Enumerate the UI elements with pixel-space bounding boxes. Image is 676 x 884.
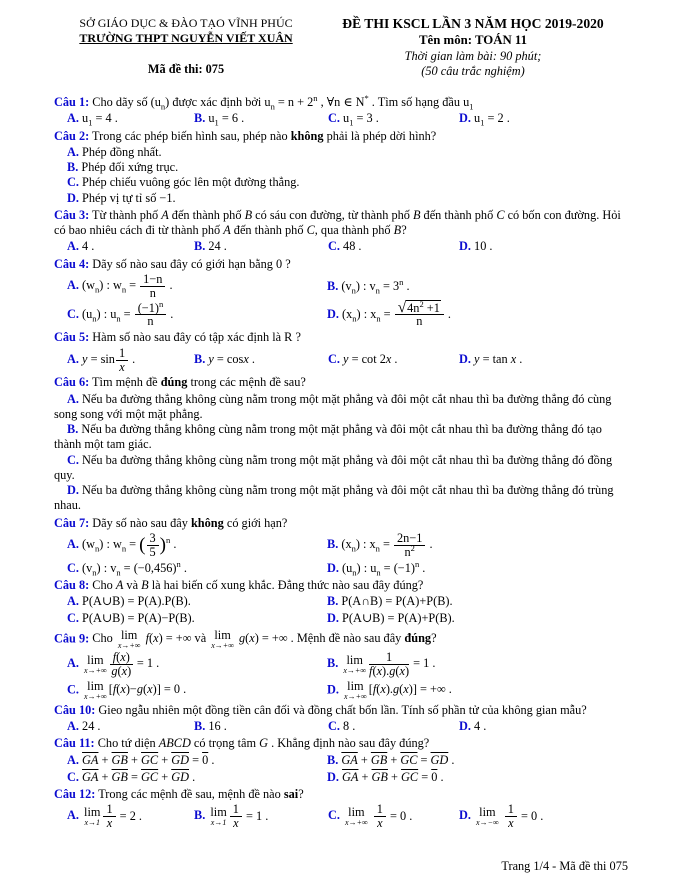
option-letter: C. — [67, 560, 79, 575]
options — [54, 347, 628, 374]
exam-code: Mã đề thi: 075 — [147, 61, 225, 76]
question-body: Từ thành phố A đến thành phố B có sáu con đường, từ thành phố B đến thành phố C có bốn con đường. Hỏi có bao nhiêu cách đi từ thành phố A đến thành phố C, qua thành phố B? — [54, 207, 621, 238]
option-letter: D. — [327, 611, 339, 626]
option-letter: D. — [327, 769, 339, 784]
exam-subject: Tên môn: TOÁN 11 — [419, 32, 527, 47]
question-label: Câu 4: — [54, 256, 90, 271]
question-text — [54, 787, 628, 802]
option-letter: A. — [67, 719, 79, 734]
option-b — [327, 594, 628, 609]
question-7 — [54, 516, 628, 576]
option-a — [67, 803, 194, 830]
question-body: Cho tứ diện ABCD có trọng tâm G . Khẳng định nào sau đây đúng? — [97, 736, 430, 751]
option-letter: B. — [327, 752, 339, 767]
option-text: 8 . — [343, 719, 356, 734]
option-text: $(x_n)$ : $x_n$ = $\frac{2n-1}{n^2}$ . — [341, 530, 433, 559]
question-label: Câu 12: — [54, 787, 96, 802]
question-body: Cho dãy số $(u_n)$ được xác định bởi $u_n = n + 2^n$ , ∀n ∈ N* . Tìm số hạng đầu $u_1$ — [92, 93, 474, 112]
option-a — [67, 347, 194, 374]
option-c — [328, 239, 459, 254]
option-letter: D. — [459, 111, 471, 126]
option-a — [67, 651, 327, 678]
option-text: 4 . — [474, 719, 487, 734]
option-letter: A. — [67, 752, 79, 767]
question-label: Câu 2: — [54, 128, 90, 143]
option-text: 48 . — [343, 239, 362, 254]
question-body: Dãy số nào sau đây không có giới hạn? — [92, 515, 288, 530]
options — [54, 753, 628, 785]
option-letter: C. — [328, 111, 340, 126]
question-6 — [54, 375, 628, 513]
question-text — [54, 375, 628, 390]
option-text: Nếu ba đường thẳng không cùng nằm trong một mặt phẳng và đôi một cắt nhau thì ba đường thẳng đó trùng nhau. — [54, 483, 614, 513]
question-label: Câu 11: — [54, 736, 95, 751]
option-text: lim x→−∞ $\frac{1}{x}$ = 0 . — [476, 802, 544, 831]
option-text: lim x→+∞ [f(x)−g(x)] = 0 . — [84, 678, 187, 701]
option-letter: C. — [328, 239, 340, 254]
option-b — [54, 160, 628, 175]
question-body: Trong các mệnh đề sau, mệnh đề nào sai? — [98, 787, 304, 802]
question-label: Câu 6: — [54, 375, 90, 390]
option-a — [54, 392, 628, 422]
option-c — [328, 719, 459, 734]
option-letter: A. — [67, 144, 79, 159]
option-text: lim x→+∞ [f(x).g(x)] = +∞ . — [344, 678, 452, 701]
option-d — [54, 191, 628, 206]
question-text — [54, 578, 628, 593]
option-letter: D. — [327, 560, 339, 575]
option-letter: A. — [67, 391, 79, 406]
option-text: lim x→+∞ $\frac{1}{f(x).g(x)}$ = 1 . — [343, 649, 436, 678]
question-5 — [54, 330, 628, 373]
option-text: lim x→1 $\frac{1}{x}$ = 2 . — [84, 802, 142, 831]
school-name: TRƯỜNG THPT NGUYỄN VIẾT XUÂN — [79, 30, 293, 45]
option-letter: B. — [327, 656, 339, 671]
option-letter: C. — [67, 306, 79, 321]
option-text: $(w_n)$ : $w_n$ = $\frac{1-n}{n}$ . — [82, 271, 173, 300]
question-body: Hàm số nào sau đây có tập xác định là R ? — [92, 330, 301, 345]
option-letter: A. — [67, 656, 79, 671]
option-text: $(x_n)$ : $x_n$ = $\frac{√4n^2 +1}{n}$ . — [342, 298, 452, 329]
option-letter: B. — [67, 160, 79, 175]
option-a — [67, 532, 327, 559]
option-b — [327, 753, 628, 768]
option-text: $\overline{GA} + \overline{GB} + \overline{GC} + \overline{GD} = 0$ . — [82, 752, 215, 767]
option-c — [67, 298, 327, 329]
question-label: Câu 5: — [54, 330, 90, 345]
option-text: Nếu ba đường thẳng không cùng nằm trong một mặt phẳng và đôi một cắt nhau thì ba đường thẳng đó đồng quy. — [54, 452, 613, 482]
option-a — [54, 145, 628, 160]
option-d — [459, 719, 628, 734]
option-text: $(w_n)$ : $w_n$ = ( $\frac{3}{5}$ )$^n$ . — [82, 530, 177, 559]
option-letter: B. — [67, 422, 79, 437]
option-text: y = sin $\frac{1}{x}$ . — [82, 345, 136, 374]
question-8 — [54, 578, 628, 627]
option-d — [54, 483, 628, 513]
option-letter: B. — [194, 352, 206, 367]
option-letter: B. — [194, 111, 206, 126]
exam-note: (50 câu trắc nghiệm) — [421, 63, 525, 78]
option-text: 16 . — [208, 719, 227, 734]
option-letter: A. — [67, 594, 79, 609]
options — [54, 532, 628, 576]
question-text — [54, 703, 628, 718]
option-c — [54, 175, 628, 190]
option-a — [67, 273, 327, 300]
question-text — [54, 330, 628, 345]
option-text: 24 . — [208, 239, 227, 254]
option-letter: A. — [67, 239, 79, 254]
option-d — [327, 611, 628, 626]
option-letter: D. — [327, 682, 339, 697]
question-text — [54, 95, 628, 110]
option-letter: D. — [459, 352, 471, 367]
option-text: 24 . — [82, 719, 101, 734]
options — [54, 719, 628, 734]
option-b — [327, 532, 628, 559]
exam-title: ĐỀ THI KSCL LẦN 3 NĂM HỌC 2019-2020 — [342, 16, 604, 31]
option-text: Phép chiếu vuông góc lên một đường thẳng. — [82, 175, 300, 190]
option-text: P(A∪B) = P(A)−P(B). — [82, 611, 195, 626]
option-letter: C. — [67, 611, 79, 626]
question-9 — [54, 629, 628, 701]
options — [54, 594, 628, 626]
option-text: $\overline{GA} + \overline{GB} + \overline{GC} = 0$ . — [342, 769, 444, 784]
option-letter: B. — [194, 808, 206, 823]
option-b — [194, 111, 328, 126]
question-body: Tìm mệnh đề đúng trong các mệnh đề sau? — [92, 375, 306, 390]
question-body: Dãy số nào sau đây có giới hạn bằng 0 ? — [92, 256, 291, 271]
options — [54, 651, 628, 701]
option-text: y = cot 2x . — [343, 352, 398, 367]
option-b — [194, 719, 328, 734]
option-text: Phép vị tự tỉ số −1. — [82, 190, 176, 205]
option-letter: D. — [67, 190, 79, 205]
option-text: $\overline{GA} + \overline{GB} = \overline{GC} + \overline{GD}$ . — [82, 769, 196, 784]
option-text: Phép đối xứng trục. — [81, 160, 179, 175]
question-text — [54, 516, 628, 531]
option-letter: D. — [459, 719, 471, 734]
question-body: Trong các phép biến hình sau, phép nào không phải là phép dời hình? — [92, 128, 437, 143]
question-body: Cho A và B là hai biến cố xung khắc. Đẳng thức nào sau đây đúng? — [92, 577, 424, 592]
option-letter: C. — [67, 769, 79, 784]
option-a — [67, 753, 327, 768]
option-d — [327, 558, 628, 578]
header-left — [54, 16, 318, 77]
option-c — [328, 803, 459, 830]
question-text — [54, 257, 628, 272]
options — [54, 392, 628, 514]
option-b — [327, 651, 628, 678]
option-text: lim x→+∞ $\frac{1}{x}$ = 0 . — [345, 802, 413, 831]
option-text: P(A∩B) = P(A)+P(B). — [341, 594, 453, 609]
option-d — [327, 298, 628, 329]
option-text: y = tan x . — [474, 352, 523, 367]
option-letter: C. — [328, 719, 340, 734]
options — [54, 273, 628, 329]
option-text: P(A∪B) = P(A).P(B). — [82, 594, 191, 609]
question-1 — [54, 95, 628, 126]
option-c — [67, 558, 327, 578]
page-footer: Trang 1/4 - Mã đề thi 075 — [501, 858, 628, 873]
option-text: $(v_n)$ : $v_n = (-0,456)^n$ . — [82, 558, 187, 578]
option-letter: D. — [327, 306, 339, 321]
option-letter: D. — [459, 239, 471, 254]
option-letter: C. — [328, 808, 340, 823]
department-name: SỞ GIÁO DỤC & ĐÀO TẠO VĨNH PHÚC — [79, 16, 293, 30]
options — [54, 239, 628, 254]
question-label: Câu 9: — [54, 630, 90, 645]
option-c — [67, 680, 327, 701]
option-text: $(v_n)$ : $v_n = 3^n$ . — [341, 276, 410, 295]
option-b — [194, 239, 328, 254]
option-letter: A. — [67, 111, 79, 126]
option-d — [327, 680, 628, 701]
question-2 — [54, 129, 628, 206]
option-b — [327, 276, 628, 295]
option-d — [459, 803, 628, 830]
option-text: Phép đồng nhất. — [82, 144, 162, 159]
option-a — [67, 239, 194, 254]
option-b — [54, 422, 628, 452]
question-3 — [54, 208, 628, 255]
question-label: Câu 7: — [54, 515, 90, 530]
option-letter: D. — [459, 808, 471, 823]
option-c — [54, 453, 628, 483]
header-right — [318, 16, 628, 79]
question-body: Cho lim x→+∞ f(x) = +∞ và lim x→+∞ g(x) = +∞ . Mệnh đề nào sau đây đúng? — [92, 627, 437, 650]
option-text: lim x→+∞ $\frac{f(x)}{g(x)}$ = 1 . — [84, 649, 160, 678]
option-letter: C. — [67, 682, 79, 697]
question-text — [54, 629, 628, 650]
option-c — [67, 770, 327, 785]
option-letter: A. — [67, 277, 79, 292]
option-text: 10 . — [474, 239, 493, 254]
option-text: y = cosx . — [208, 352, 255, 367]
option-b — [194, 803, 328, 830]
option-d — [459, 352, 628, 367]
question-4 — [54, 257, 628, 329]
option-letter: A. — [67, 808, 79, 823]
option-text: Nếu ba đường thẳng không cùng nằm trong một mặt phẳng và đôi một cắt nhau thì ba đường thẳng đó cùng song song với một mặt phẳng. — [54, 391, 612, 421]
option-letter: C. — [67, 175, 79, 190]
question-label: Câu 8: — [54, 577, 90, 592]
question-10 — [54, 703, 628, 734]
question-12 — [54, 787, 628, 830]
option-text: lim x→1 $\frac{1}{x}$ = 1 . — [210, 802, 269, 831]
option-d — [459, 239, 628, 254]
option-a — [67, 594, 327, 609]
option-c — [328, 111, 459, 126]
option-letter: B. — [327, 594, 339, 609]
question-11 — [54, 736, 628, 785]
option-letter: B. — [194, 239, 206, 254]
question-label: Câu 3: — [54, 207, 90, 222]
option-text: $u_1 = 2$ . — [474, 111, 510, 128]
option-letter: C. — [67, 452, 79, 467]
option-text: $u_1 = 4$ . — [82, 111, 118, 128]
option-c — [328, 352, 459, 367]
question-text — [54, 129, 628, 144]
option-letter: A. — [67, 537, 79, 551]
options — [54, 145, 628, 206]
exam-header — [54, 16, 628, 79]
option-letter: A. — [67, 351, 79, 366]
option-letter: D. — [67, 483, 79, 498]
question-label: Câu 1: — [54, 95, 90, 110]
option-text: $(u_n)$ : $u_n = (-1)^n$ . — [342, 558, 426, 578]
option-text: $\overline{GA} + \overline{GB} + \overline{GC} = \overline{GD}$ . — [341, 752, 455, 767]
option-letter: B. — [327, 537, 339, 551]
option-a — [67, 719, 194, 734]
question-text — [54, 736, 628, 751]
option-a — [67, 111, 194, 126]
question-body: Gieo ngẫu nhiên một đồng tiền cân đối và đồng chất bốn lần. Tính số phần tử của không gian mẫu? — [98, 702, 587, 717]
option-letter: B. — [194, 719, 206, 734]
option-d — [327, 770, 628, 785]
option-text: P(A∪B) = P(A)+P(B). — [342, 611, 455, 626]
options — [54, 111, 628, 126]
option-d — [459, 111, 628, 126]
question-text — [54, 208, 628, 238]
option-b — [194, 352, 328, 367]
question-label: Câu 10: — [54, 702, 96, 717]
option-letter: B. — [327, 278, 339, 293]
option-text: $u_1 = 6$ . — [208, 111, 245, 128]
option-text: $u_1 = 3$ . — [343, 111, 379, 128]
option-text: $(u_n)$ : $u_n$ = $\frac{(-1)^n}{n}$ . — [82, 298, 174, 329]
option-letter: C. — [328, 352, 340, 367]
option-c — [67, 611, 327, 626]
exam-duration: Thời gian làm bài: 90 phút; — [404, 48, 542, 63]
questions-list — [54, 95, 628, 855]
option-text: Nếu ba đường thẳng không cùng nằm trong một mặt phẳng và đôi một cắt nhau thì ba đường thẳng đó tạo thành một tam giác. — [54, 422, 602, 452]
options — [54, 803, 628, 830]
option-text: 4 . — [82, 239, 95, 254]
